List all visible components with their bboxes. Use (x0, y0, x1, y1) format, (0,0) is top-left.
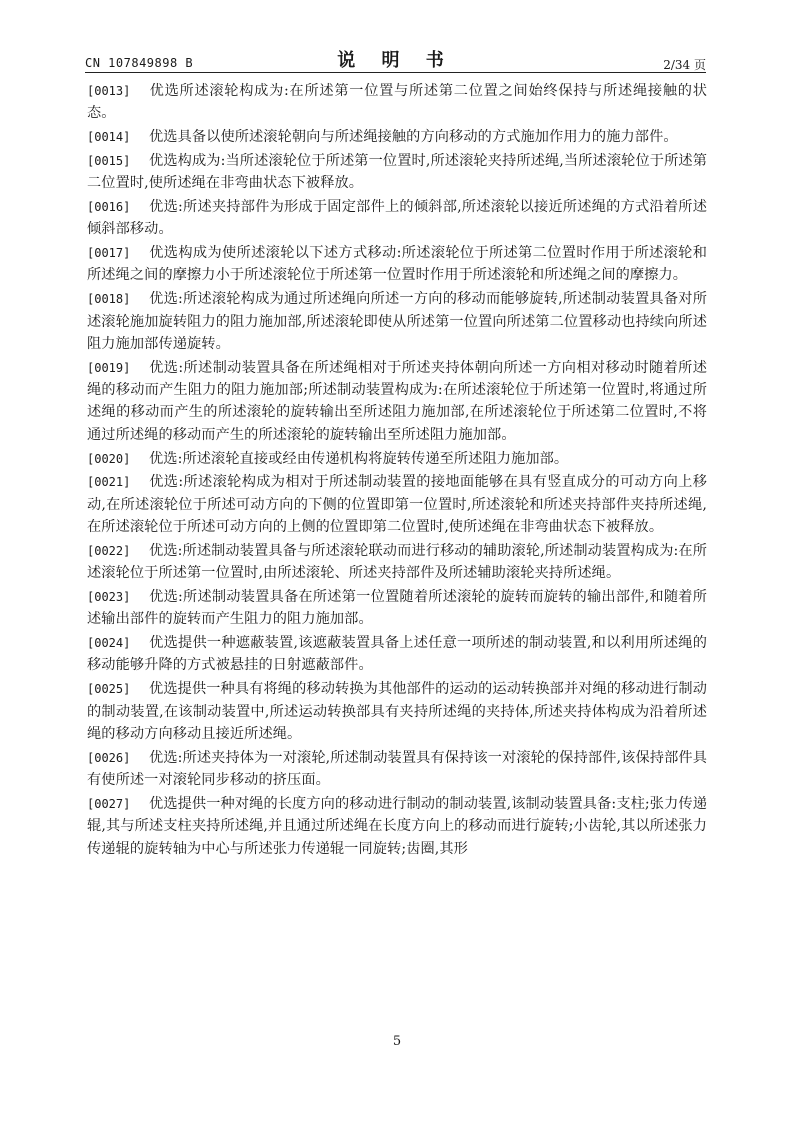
paragraph (87, 632, 707, 677)
paragraph-number: [0022] (87, 543, 131, 558)
paragraph (87, 242, 707, 287)
paragraph-text: 优选:所述夹持体为一对滚轮,所述制动装置具有保持该一对滚轮的保持部件,该保持部件具有使所述一对滚轮同步移动的挤压面。 (87, 749, 707, 789)
paragraph-number: [0015] (87, 153, 131, 168)
paragraph-number: [0014] (87, 130, 131, 145)
paragraph-number: [0023] (87, 589, 131, 604)
paragraph-text: 优选:所述制动装置具备在所述第一位置随着所述滚轮的旋转而旋转的输出部件,和随着所述输出部件的旋转而产生阻力的阻力施加部。 (87, 588, 707, 628)
paragraph (87, 288, 707, 355)
paragraph (87, 448, 707, 470)
paragraph (87, 471, 707, 538)
paragraph (87, 357, 707, 447)
paragraph-text: 优选:所述夹持部件为形成于固定部件上的倾斜部,所述滚轮以接近所述绳的方式沿着所述倾斜部移动。 (87, 198, 707, 238)
document-body (87, 80, 707, 861)
paragraph-text: 优选具备以使所述滚轮朝向与所述绳接触的方向移动的方式施加作用力的施力部件。 (149, 129, 678, 146)
paragraph-number: [0018] (87, 292, 131, 307)
paragraph-text: 优选:所述制动装置具备与所述滚轮联动而进行移动的辅助滚轮,所述制动装置构成为:在所述滚轮位于所述第一位置时,由所述滚轮、所述夹持部件及所述辅助滚轮夹持所述绳。 (87, 542, 707, 582)
paragraph-text: 优选:所述滚轮构成为通过所述绳向所述一方向的移动而能够旋转,所述制动装置具备对所述滚轮施加旋转阻力的阻力施加部,所述滚轮即使从所述第一位置向所述第二位置移动也持续向所述阻力施加部传递旋转。 (87, 291, 707, 352)
paragraph-number: [0021] (87, 475, 131, 490)
patent-number: CN 107849898 B (85, 56, 194, 70)
paragraph-text: 优选:所述制动装置具备在所述绳相对于所述夹持体朝向所述一方向相对移动时随着所述绳的移动而产生阻力的阻力施加部;所述制动装置构成为:在所述滚轮位于所述第一位置时,将通过所述绳的移动而产生的所述滚轮的旋转输出至所述阻力施加部,在所述滚轮位于所述第二位置时,不将通过所述绳的移动而产生的所述滚轮的旋转输出至所述阻力施加部。 (87, 359, 707, 443)
paragraph-text: 优选提供一种对绳的长度方向的移动进行制动的制动装置,该制动装置具备:支柱;张力传递辊,其与所述支柱夹持所述绳,并且通过所述绳在长度方向上的移动而进行旋转;小齿轮,其以所述张力传递辊的旋转轴为中心与所述张力传递辊一同旋转;齿圈,其形 (87, 795, 707, 857)
paragraph-text: 优选构成为使所述滚轮以下述方式移动:所述滚轮位于所述第二位置时作用于所述滚轮和所述绳之间的摩擦力小于所述滚轮位于所述第一位置时作用于所述滚轮和所述绳之间的摩擦力。 (87, 245, 707, 284)
paragraph (87, 126, 707, 148)
paragraph (87, 150, 707, 195)
paragraph (87, 540, 707, 585)
page-header (85, 44, 706, 73)
paragraph-text: 优选所述滚轮构成为:在所述第一位置与所述第二位置之间始终保持与所述绳接触的状态。 (87, 83, 707, 122)
paragraph-number: [0019] (87, 360, 131, 375)
paragraph (87, 747, 707, 792)
paragraph-number: [0016] (87, 199, 131, 214)
paragraph-number: [0027] (87, 796, 131, 811)
paragraph-text: 优选构成为:当所述滚轮位于所述第一位置时,所述滚轮夹持所述绳,当所述滚轮位于所述第二位置时,使所述绳在非弯曲状态下被释放。 (87, 152, 707, 192)
page-number: 5 (392, 1034, 402, 1049)
document-title: 说 明 书 (337, 50, 454, 71)
paragraph-number: [0025] (87, 682, 131, 697)
paragraph-text: 优选:所述滚轮构成为相对于所述制动装置的接地面能够在具有竖直成分的可动方向上移动,在所述滚轮位于所述可动方向的下侧的位置即第一位置时,所述滚轮和所述夹持部件夹持所述绳,在所述滚轮位于所述可动方向的上侧的位置即第二位置时,使所述绳在非弯曲状态下被释放。 (87, 474, 707, 536)
paragraph-number: [0013] (87, 84, 131, 98)
paragraph (87, 80, 707, 125)
paragraph-number: [0020] (87, 451, 131, 466)
paragraph-text: 优选提供一种遮蔽装置,该遮蔽装置具备上述任意一项所述的制动装置,和以利用所述绳的移动能够升降的方式被悬挂的日射遮蔽部件。 (87, 635, 707, 674)
paragraph-number: [0026] (87, 750, 131, 765)
paragraph (87, 793, 707, 860)
paragraph (87, 196, 707, 241)
paragraph (87, 678, 707, 745)
paragraph (87, 586, 707, 631)
paragraph-text: 优选:所述滚轮直接或经由传递机构将旋转传递至所述阻力施加部。 (149, 450, 569, 467)
paragraph-number: [0024] (87, 636, 131, 651)
page-info: 2/34 页 (663, 58, 706, 72)
paragraph-number: [0017] (87, 246, 131, 261)
paragraph-text: 优选提供一种具有将绳的移动转换为其他部件的运动的运动转换部并对绳的移动进行制动的制动装置,在该制动装置中,所述运动转换部具有夹持所述绳的夹持体,所述夹持体构成为沿着所述绳的移动方向移动且接近所述绳。 (87, 681, 707, 742)
